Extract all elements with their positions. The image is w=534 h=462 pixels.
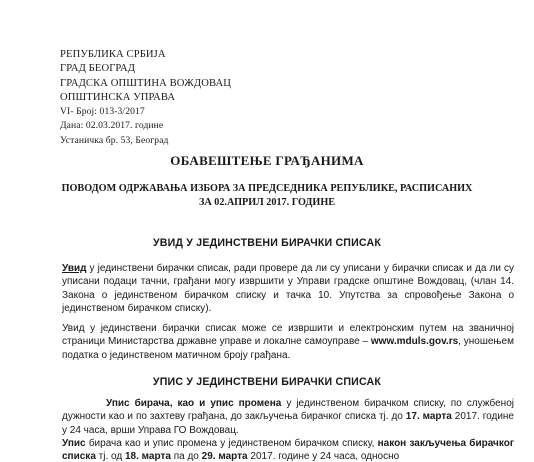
electronic-inspection-text: Увид у јединствени бирачки списак може се извршити и електронским путем на званичној страници Министарства државне управе и локалне самоуправе – <box>62 323 514 348</box>
registration-deadline: 17. марта <box>405 411 452 423</box>
registration-keyword: Упис бирача, као и упис промена <box>106 398 282 409</box>
registration-2-text-4: 2017. године у 24 часа, односно <box>247 451 400 462</box>
paragraph-registration-1 <box>62 397 514 437</box>
registration-2-text-3: па до <box>170 451 202 462</box>
registration-2-keyword: Упис <box>62 438 86 449</box>
paragraph-inspection-1 <box>62 262 514 316</box>
registration-2-text-2: тј. од <box>95 451 125 462</box>
document-number: VI- Број: 013-3/2017 <box>60 106 145 118</box>
registration-text-2: 2017. године у 24 часа, врши Управа ГО Вождовац. <box>62 411 514 436</box>
letterhead <box>60 48 231 148</box>
section-heading-inspection: УВИД У ЈЕДИНСТВЕНИ БИРАЧКИ СПИСАК <box>152 237 382 249</box>
inspection-keyword: Увид <box>62 263 87 274</box>
section-heading-registration: УПИС У ЈЕДИНСТВЕНИ БИРАЧКИ СПИСАК <box>152 376 382 388</box>
registration-2-text: бирача као и упис промена у јединственом бирачком списку, <box>85 438 378 449</box>
subtitle <box>0 182 534 210</box>
inspection-text: у јединствени бирачки списак, ради провере да ли су уписани у бирачки списак и да ли су уписани подаци тачни, грађани могу извршити у Управи градске општине Вождовац, (члан 14. Закона о јединственом бирачком списку и тачка 10. Упутства за спровођење Закона о јединственом бирачком списку). <box>62 263 514 315</box>
after-closing-phrase: након закључења бирачког списка <box>62 438 515 462</box>
municipality-line: ГРАДСКА ОПШТИНА ВОЖДОВАЦ <box>60 77 231 89</box>
city-line: ГРАД БЕОГРАД <box>60 63 136 75</box>
start-date: 18. марта <box>124 451 171 462</box>
registration-text: у јединственом бирачком списку, по службеној дужности као и по захтеву грађана, до закључења бирачког списка тј. до <box>62 398 514 423</box>
electronic-inspection-text-2: , уношењем податка о јединственом матичном броју грађана. <box>62 336 514 361</box>
page-title: ОБАВЕШТЕЊЕ ГРАЂАНИМА <box>170 153 364 168</box>
document-date: Дана: 02.03.2017. године <box>60 120 164 132</box>
end-date: 29. марта <box>201 451 248 462</box>
website-link[interactable]: www.mduls.gov.rs <box>370 336 459 348</box>
paragraph-inspection-2 <box>62 322 514 362</box>
administration-line: ОПШТИНСКА УПРАВА <box>60 91 176 103</box>
subtitle-line-2: ЗА 02.АПРИЛ 2017. ГОДИНЕ <box>198 197 336 208</box>
address-line: Устаничка бр. 53, Београд <box>60 134 169 146</box>
paragraph-registration-2 <box>62 437 514 462</box>
subtitle-line-1: ПОВОДОМ ОДРЖАВАЊА ИЗБОРА ЗА ПРЕДСЕДНИКА РЕПУБЛИКЕ, РАСПИСАНИХ <box>61 183 473 194</box>
country-line: РЕПУБЛИКА СРБИЈА <box>60 49 166 60</box>
